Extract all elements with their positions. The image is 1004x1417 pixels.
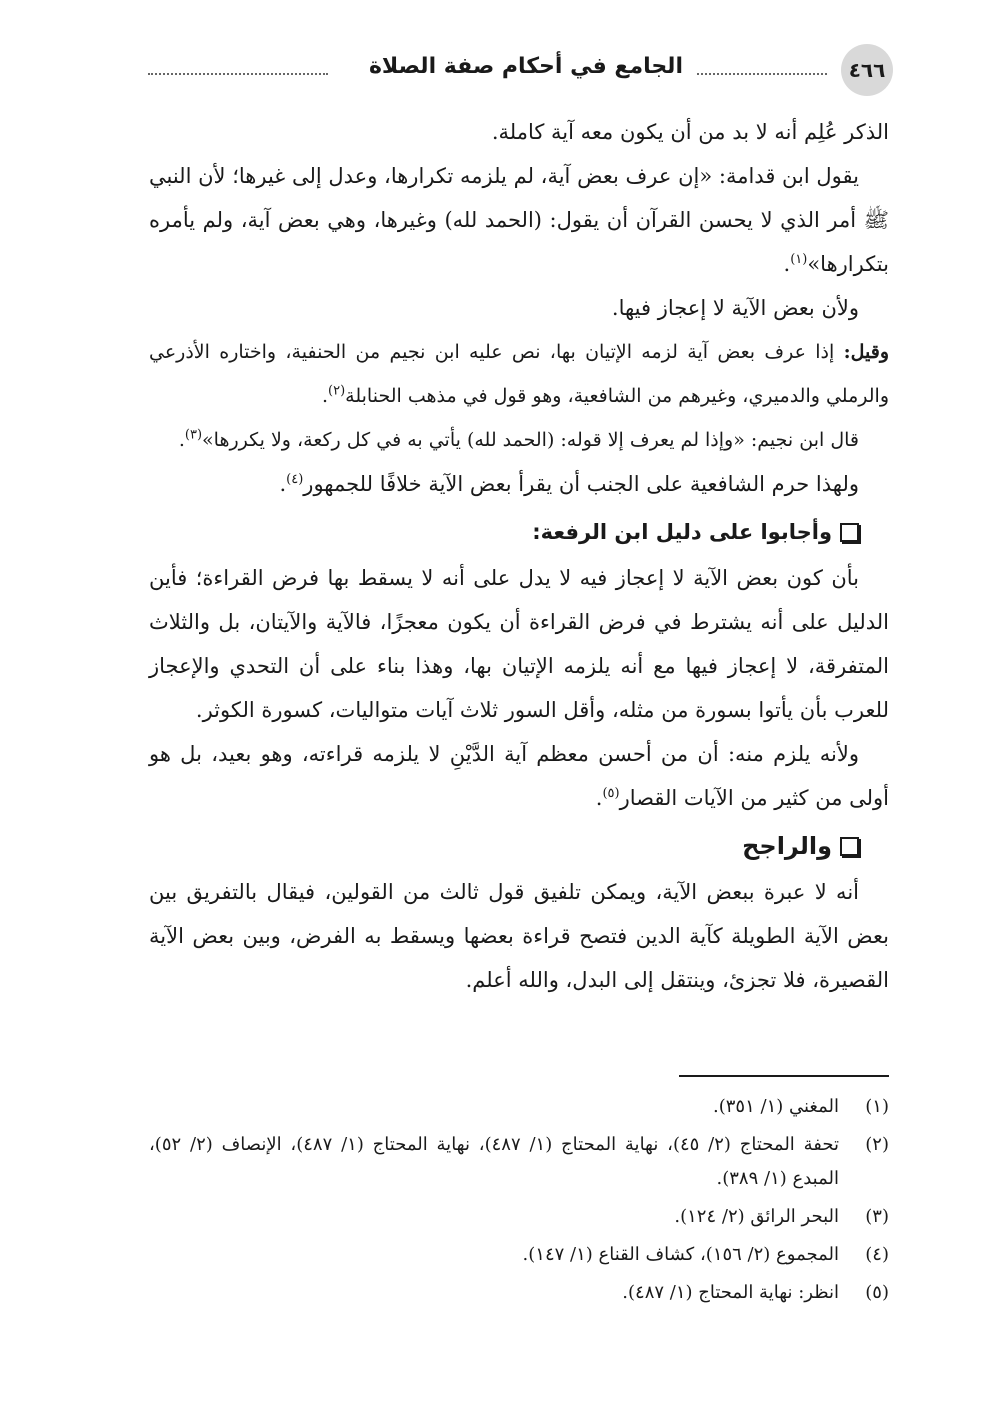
paragraph-6-end: . [279, 472, 287, 496]
paragraph-6 [149, 462, 889, 506]
paragraph-6-text: ولهذا حرم الشافعية على الجنب أن يقرأ بعض الآية خلافًا للجمهور [303, 472, 859, 496]
checkbox-square-icon [840, 523, 859, 542]
footnote-text: تحفة المحتاج (٢/ ٤٥)، نهاية المحتاج (١/ ٤٨٧)، نهاية المحتاج (١/ ٤٨٧)، الإنصاف (٢/ ٥٢)، المبدع (١/ ٣٨٩). [149, 1134, 839, 1189]
footnote-item [149, 1090, 889, 1124]
footnote-ref-1[interactable]: (١) [790, 252, 808, 267]
footnote-text: البحر الرائق (٢/ ١٢٤). [674, 1206, 839, 1227]
page-header [148, 44, 893, 98]
footnote-text: المجموع (٢/ ١٥٦)، كشاف القناع (١/ ١٤٧). [522, 1244, 839, 1265]
footnote-number: (١) [865, 1096, 889, 1117]
footnote-ref-2[interactable]: (٢) [328, 383, 346, 399]
paragraph-4-end: . [321, 385, 329, 407]
footnote-text: المغني (١/ ٣٥١). [713, 1096, 839, 1117]
footnote-item [149, 1200, 889, 1234]
paragraph-7-text: بأن كون بعض الآية لا إعجاز فيه لا يدل على أنه لا يسقط بها فرض القراءة؛ فأين الدليل على أنه يشترط في فرض القراءة أن يكون معجزًا، فالآية والآيتان، بل والثلاث المتفرقة، لا إعجاز فيها مع أنه يلزمه الإتيان بها، وهذا بناء على أن التحدي والإعجاز للعرب بأن يأتوا بسورة من مثله، وأقل السور ثلاث آيات متواليات، كسورة الكوثر. [149, 566, 889, 722]
footnote-number: (٥) [865, 1282, 889, 1303]
section-heading-preferred [149, 824, 889, 868]
footnote-number: (٤) [865, 1244, 889, 1265]
footnote-ref-4[interactable]: (٤) [286, 472, 304, 487]
footnote-ref-5[interactable]: (٥) [602, 786, 620, 801]
footnotes [149, 1090, 889, 1314]
footnote-text: انظر: نهاية المحتاج (١/ ٤٨٧). [622, 1282, 839, 1303]
running-title: الجامع في أحكام صفة الصلاة [368, 54, 683, 79]
footnote-separator [679, 1075, 889, 1077]
paragraph-3 [149, 286, 889, 330]
paragraph-7 [149, 556, 889, 732]
paragraph-5 [149, 418, 889, 462]
footnote-item [149, 1238, 889, 1272]
paragraph-4 [149, 330, 889, 418]
paragraph-5-text: قال ابن نجيم: «وإذا لم يعرف إلا قوله: (الحمد لله) يأتي به في كل ركعة، ولا يكررها» [202, 429, 859, 451]
paragraph-2 [149, 154, 889, 286]
footnote-ref-3[interactable]: (٣) [184, 427, 203, 443]
section-heading-answers-text: وأجابوا على دليل ابن الرفعة: [532, 520, 832, 544]
footnote-number: (٢) [865, 1134, 889, 1155]
paragraph-8 [149, 732, 889, 820]
paragraph-4-text: إذا عرف بعض آية لزمه الإتيان بها، نص عليه ابن نجيم من الحنفية، واختاره الأذرعي والرملي والدميري، وغيرهم من الشافعية، وهو قول في مذهب الحنابلة [149, 341, 889, 407]
footnote-item [149, 1276, 889, 1310]
page-number-badge: ٤٦٦ [841, 44, 893, 96]
footnote-item [149, 1128, 889, 1196]
paragraph-2-end: . [783, 252, 791, 276]
paragraph-1-text: الذكر عُلِم أنه لا بد من أن يكون معه آية كاملة. [491, 120, 889, 144]
section-heading-preferred-text: والراجح [742, 832, 832, 860]
paragraph-8-end: . [595, 786, 603, 810]
paragraph-1 [149, 110, 889, 154]
header-dotted-rule-right [697, 73, 827, 75]
paragraph-8-text: ولأنه يلزم منه: أن من أحسن معظم آية الدَّيْنِ لا يلزمه قراءته، وهو بعيد، بل هو أولى من كثير من الآيات القصار [149, 742, 889, 810]
paragraph-3-text: ولأن بعض الآية لا إعجاز فيها. [611, 296, 859, 320]
main-text [149, 110, 889, 1002]
paragraph-4-lead: وقيل: [843, 341, 889, 363]
footnote-number: (٣) [865, 1206, 889, 1227]
header-dotted-rule-left [148, 73, 328, 75]
paragraph-2-text: يقول ابن قدامة: «إن عرف بعض آية، لم يلزمه تكرارها، وعدل إلى غيرها؛ لأن النبي ﷺ أمر الذي لا يحسن القرآن أن يقول: (الحمد لله) وغيرها، وهي بعض آية، ولم يأمره بتكرارها» [149, 164, 889, 276]
paragraph-5-end: . [178, 429, 185, 451]
paragraph-9-text: أنه لا عبرة ببعض الآية، ويمكن تلفيق قول ثالث من القولين، فيقال بالتفريق بين بعض الآية الطويلة كآية الدين فتصح قراءة بعضها ويسقط به الفرض، وبين بعض الآية القصيرة، فلا تجزئ، وينتقل إلى البدل، والله أعلم. [149, 880, 889, 992]
paragraph-9 [149, 870, 889, 1002]
checkbox-square-icon [840, 837, 859, 856]
section-heading-answers [149, 510, 889, 554]
